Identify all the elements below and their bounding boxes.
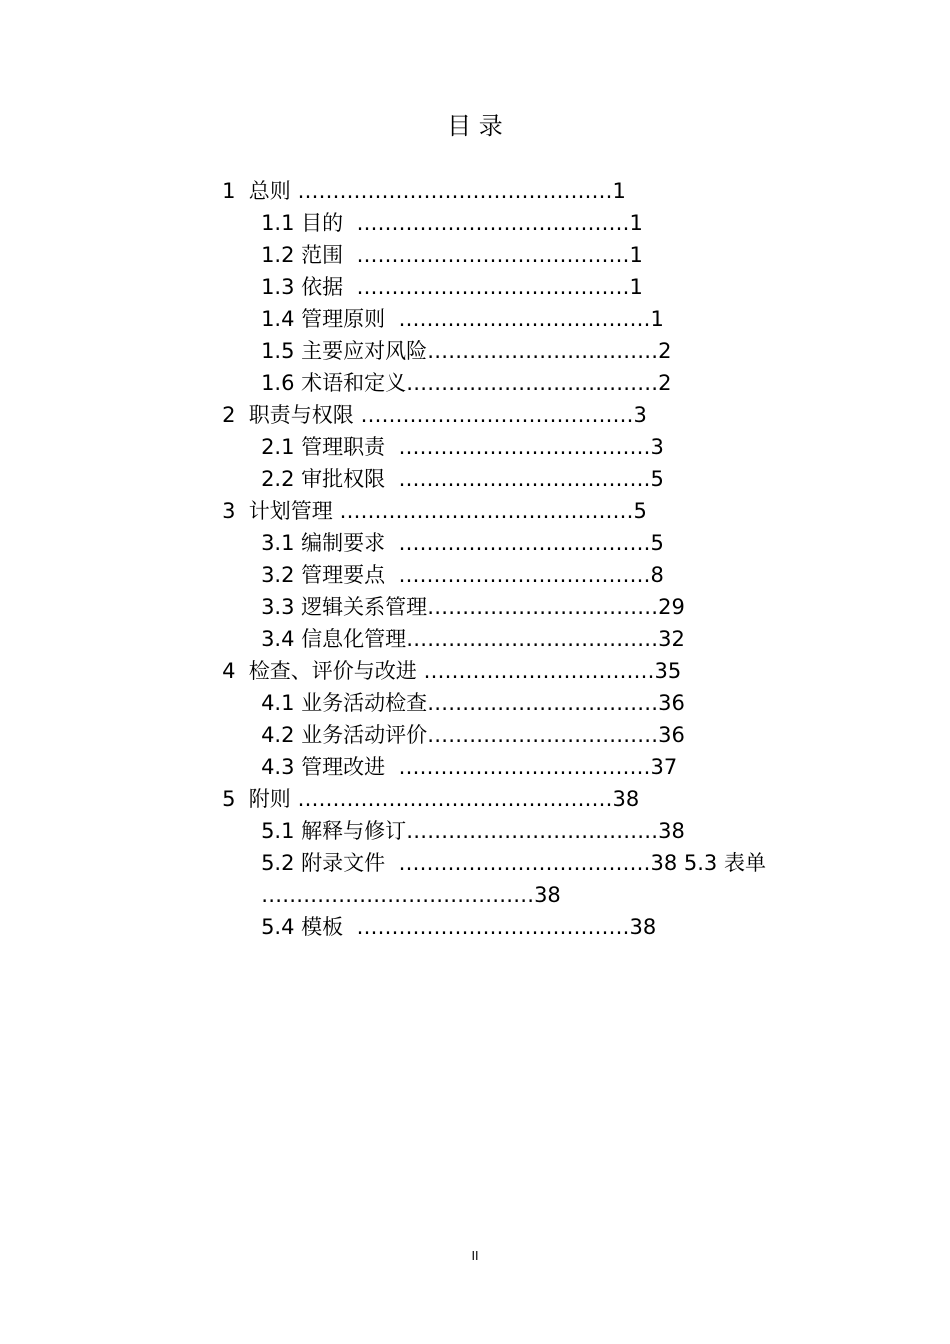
- toc-entry-leader: ………………………………: [385, 563, 651, 587]
- toc-entry-page: 3: [650, 435, 664, 459]
- toc-entry-page: 36: [658, 691, 685, 715]
- toc-entry-label: 信息化管理: [301, 627, 407, 651]
- toc-entry-label: 管理改进: [301, 755, 386, 779]
- toc-entry-label: 计划管理: [248, 499, 333, 523]
- toc-entry-label: 附录文件: [301, 851, 386, 875]
- toc-entry-leader: ……………………………: [427, 595, 659, 619]
- toc-entry-number: 1.1: [261, 211, 302, 235]
- toc-entry-leader: ……………………………: [427, 339, 659, 363]
- toc-entry-number: 1.4: [261, 307, 302, 331]
- toc-entry-label: 管理原则: [301, 307, 386, 331]
- toc-entry-number: 2.1: [261, 435, 302, 459]
- toc-entry-leader: ………………………………: [385, 851, 651, 875]
- toc-entry-number: 3.2: [261, 563, 302, 587]
- toc-entry-label: 模板: [301, 915, 344, 939]
- toc-entry-number: 4.3: [261, 755, 302, 779]
- toc-entry-leader: …………………………………: [343, 275, 630, 299]
- toc-entry-number: 4.2: [261, 723, 302, 747]
- toc-entry-page: 38: [612, 787, 640, 811]
- toc-entry-number: 3.4: [261, 627, 302, 651]
- toc-entry-page: 38 5.3 表单: [650, 851, 766, 875]
- toc-entry-label: 业务活动评价: [301, 723, 428, 747]
- toc-entry-leader: ………………………………: [385, 755, 651, 779]
- toc-entry-leader: ………………………………………: [290, 179, 613, 203]
- toc-entry-leader: …………………………………: [343, 915, 630, 939]
- toc-entry-page: 5: [650, 467, 664, 491]
- toc-entry-leader: …………………………………: [343, 243, 630, 267]
- toc-entry-page: 5: [633, 499, 647, 523]
- toc-entry-page: 36: [658, 723, 685, 747]
- toc-entry-number: 5.4: [261, 915, 302, 939]
- toc-entry-page: 8: [650, 563, 664, 587]
- page-number-footer: II: [471, 1249, 479, 1263]
- toc-entry-leader: …………………………………: [343, 211, 630, 235]
- toc-entry-number: 1.2: [261, 243, 302, 267]
- toc-entry-page: 37: [650, 755, 678, 779]
- toc-entry-page: 38: [658, 819, 685, 843]
- toc-entry-label: 术语和定义: [301, 371, 407, 395]
- toc-entry-page: 1: [629, 275, 643, 299]
- toc-entry-number: 5.1: [261, 819, 302, 843]
- toc-title: 目 录: [447, 112, 503, 140]
- toc-entry-number: 1: [222, 179, 249, 203]
- toc-entry-leader: ………………………………: [406, 627, 659, 651]
- toc-entry-leader: …………………………………: [353, 403, 634, 427]
- toc-entry-leader: ………………………………: [406, 371, 659, 395]
- toc-entry-leader: ………………………………: [385, 307, 651, 331]
- toc-entry-label: 逻辑关系管理: [301, 595, 428, 619]
- toc-entry-leader: ……………………………: [427, 723, 659, 747]
- toc-entry-number: 5: [222, 787, 249, 811]
- toc-entry-number: 3: [222, 499, 249, 523]
- toc-entry-label: 目的: [301, 211, 344, 235]
- toc-entry-leader: ……………………………: [416, 659, 655, 683]
- toc-entry-number: 3.1: [261, 531, 302, 555]
- toc-entry-label: 检查、评价与改进: [248, 659, 417, 683]
- toc-entry-label: 总则: [248, 179, 291, 203]
- toc-entry-page: 2: [658, 339, 672, 363]
- toc-entry-page: 2: [658, 371, 672, 395]
- toc-entry-page: 35: [654, 659, 682, 683]
- toc-entry-number: 1.6: [261, 371, 302, 395]
- toc-entry-label: 依据: [301, 275, 344, 299]
- toc-entry-number: 1.3: [261, 275, 302, 299]
- toc-entry-page: 38: [629, 915, 657, 939]
- toc-entry-page: 1: [629, 211, 643, 235]
- toc-entry-label: 编制要求: [301, 531, 386, 555]
- toc-entry-page: 5: [650, 531, 664, 555]
- toc-entry-page: 3: [633, 403, 647, 427]
- toc-entry-page: 1: [629, 243, 643, 267]
- toc-entry-label: 主要应对风险: [301, 339, 428, 363]
- toc-entry-label: 解释与修订: [301, 819, 407, 843]
- toc-entry-page: 29: [658, 595, 685, 619]
- toc-entry-number: 5.2: [261, 851, 302, 875]
- toc-entry-leader: ……………………………………: [332, 499, 634, 523]
- toc-entry-label: 审批权限: [301, 467, 386, 491]
- toc-entry-label: 范围: [301, 243, 344, 267]
- toc-entry-label: 管理职责: [301, 435, 386, 459]
- toc-entry-page: 32: [658, 627, 685, 651]
- toc-entry-number: 2: [222, 403, 249, 427]
- toc-entry-number: 1.5: [261, 339, 302, 363]
- toc-entry[interactable]: [221, 879, 656, 975]
- toc-entry-number: 2.2: [261, 467, 302, 491]
- toc-entry-leader: ………………………………: [385, 467, 651, 491]
- toc-entry-leader: ………………………………: [385, 435, 651, 459]
- toc-entry-number: 4: [222, 659, 249, 683]
- toc-entry-label: 职责与权限: [248, 403, 354, 427]
- toc-entry-leader: ………………………………: [385, 531, 651, 555]
- toc-entry-page: 38: [534, 883, 561, 907]
- toc-entry-leader: ……………………………: [427, 691, 659, 715]
- toc-entry-leader: …………………………………: [261, 883, 535, 907]
- toc-entry-leader: ………………………………: [406, 819, 659, 843]
- toc-entry-label: 管理要点: [301, 563, 386, 587]
- toc-entry-page: 1: [612, 179, 626, 203]
- toc-entry-label: 业务活动检查: [301, 691, 428, 715]
- toc-entry-number: 3.3: [261, 595, 302, 619]
- toc-entry-page: 1: [650, 307, 664, 331]
- toc-entry-label: 附则: [248, 787, 291, 811]
- toc-entry-number: 4.1: [261, 691, 302, 715]
- toc-entry-leader: ………………………………………: [290, 787, 613, 811]
